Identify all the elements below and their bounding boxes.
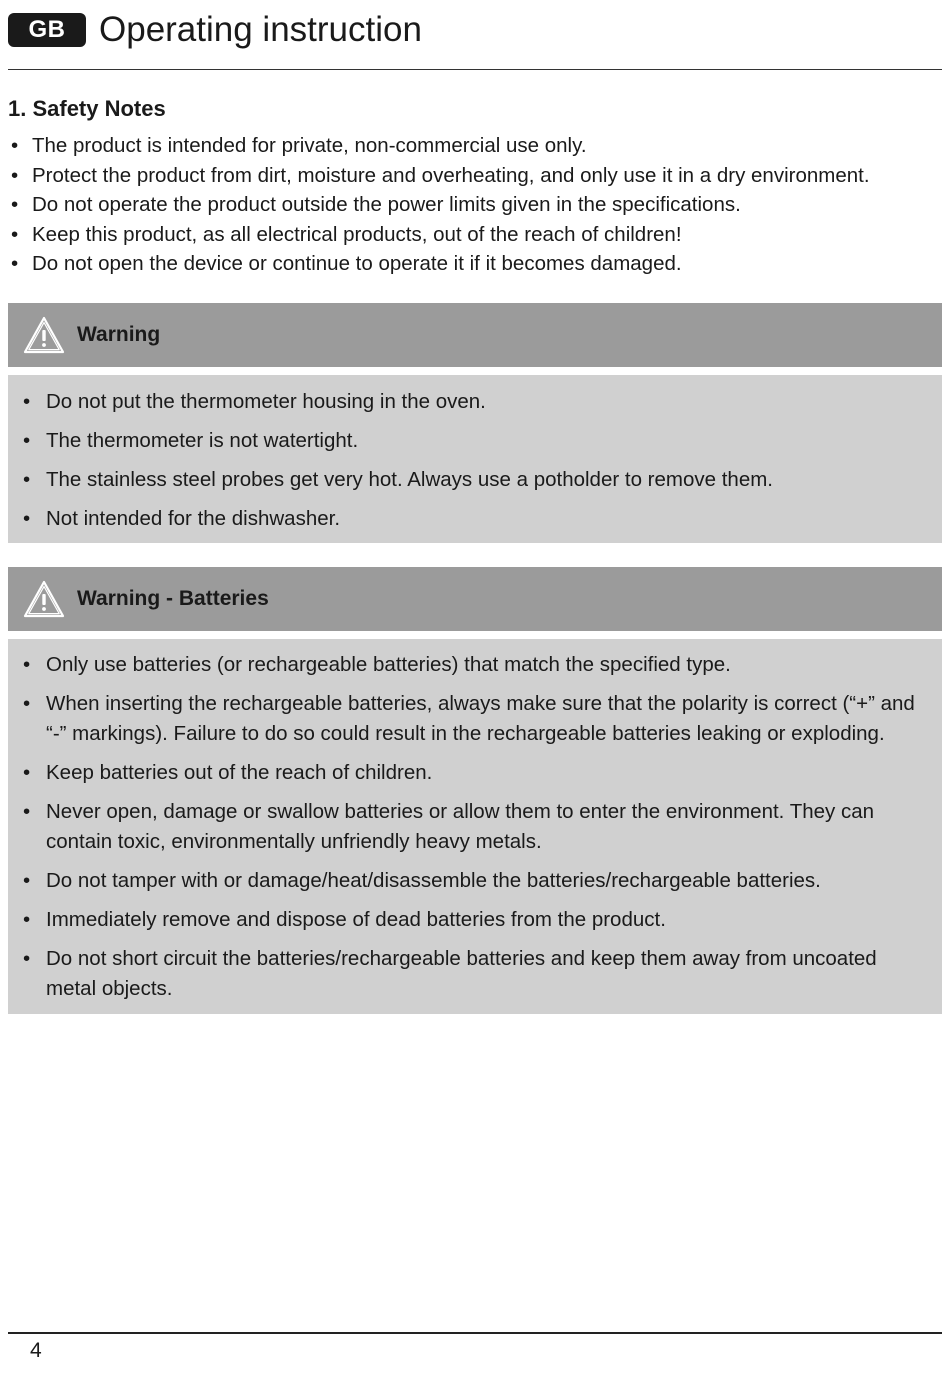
list-item: • Not intended for the dishwasher. <box>8 504 942 534</box>
list-item: • Do not operate the product outside the power limits given in the specifications. <box>8 190 938 220</box>
language-badge: GB <box>8 13 86 47</box>
section-title: 1. Safety Notes <box>8 96 166 121</box>
list-item: • The product is intended for private, non-commercial use only. <box>8 131 938 161</box>
page-number: 4 <box>30 1339 42 1362</box>
warning-triangle-icon <box>22 315 66 355</box>
list-item: • Protect the product from dirt, moisture and overheating, and only use it in a dry environment. <box>8 161 938 191</box>
warning-body <box>8 375 942 543</box>
warning-header <box>8 303 942 367</box>
list-item: • Do not open the device or continue to operate it if it becomes damaged. <box>8 249 938 279</box>
warning-list <box>8 387 942 534</box>
list-item: • Keep batteries out of the reach of children. <box>8 758 942 788</box>
warning-triangle-icon <box>22 579 66 619</box>
page-header <box>8 10 422 50</box>
list-item: • Do not short circuit the batteries/rechargeable batteries and keep them away from uncoated metal objects. <box>8 944 942 1004</box>
warning-batteries-header <box>8 567 942 631</box>
list-item: • The thermometer is not watertight. <box>8 426 942 456</box>
list-item: • Keep this product, as all electrical products, out of the reach of children! <box>8 220 938 250</box>
footer-divider <box>8 1332 942 1334</box>
list-item: • Never open, damage or swallow batteries or allow them to enter the environment. They can contain toxic, environmentally unfriendly heavy metals. <box>8 797 942 857</box>
safety-notes-list <box>8 131 938 279</box>
list-item: • When inserting the rechargeable batteries, always make sure that the polarity is correct (“+” and “-” markings). Failure to do so could result in the rechargeable batteries leaking or exploding. <box>8 689 942 749</box>
warning-title: Warning <box>77 323 161 346</box>
list-item: • Only use batteries (or rechargeable batteries) that match the specified type. <box>8 650 942 680</box>
warning-batteries-list <box>8 650 942 1004</box>
warning-batteries-title: Warning - Batteries <box>77 587 269 610</box>
header-divider <box>8 69 942 70</box>
list-item: • The stainless steel probes get very hot. Always use a potholder to remove them. <box>8 465 942 495</box>
list-item: • Immediately remove and dispose of dead batteries from the product. <box>8 905 942 935</box>
warning-batteries-body <box>8 639 942 1014</box>
document-title: Operating instruction <box>99 10 422 49</box>
list-item: • Do not put the thermometer housing in the oven. <box>8 387 942 417</box>
list-item: • Do not tamper with or damage/heat/disassemble the batteries/rechargeable batteries. <box>8 866 942 896</box>
